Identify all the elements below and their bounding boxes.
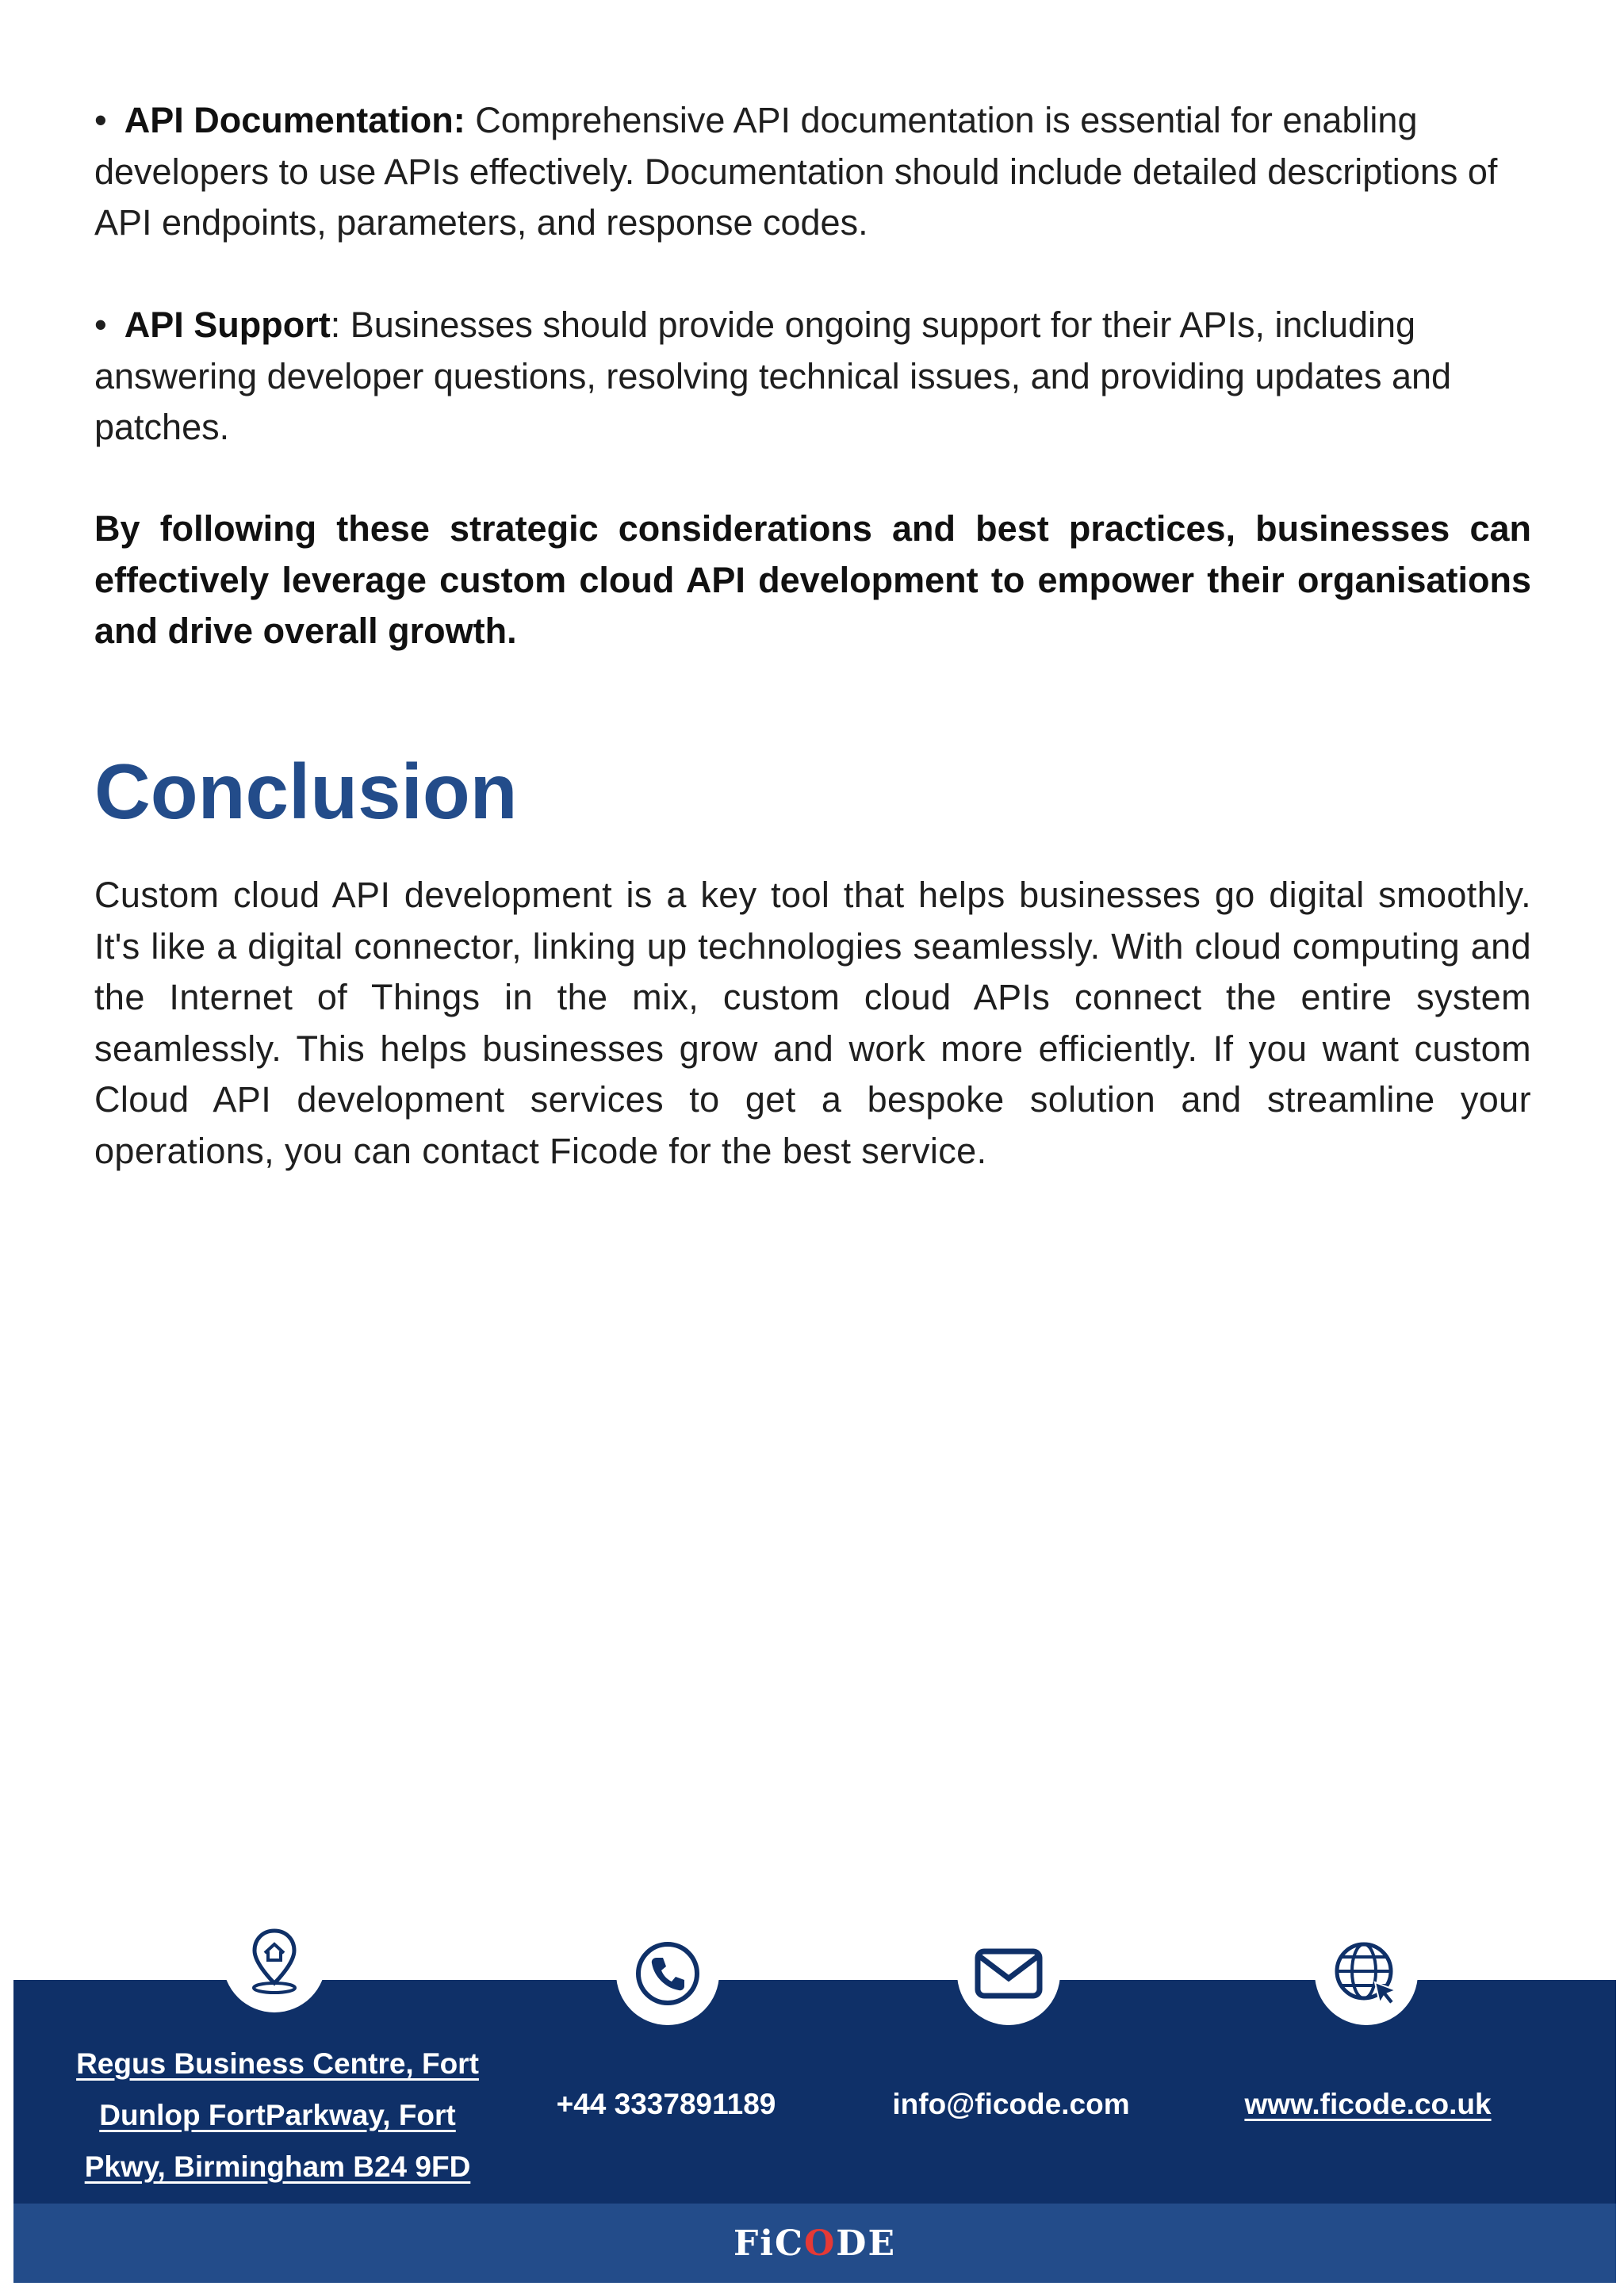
api-support-label: API Support xyxy=(124,304,331,345)
logo-part: C xyxy=(774,2223,804,2264)
api-support-text: : Businesses should provide ongoing support for their APIs, including answering developer questions, resolving technical issues, and providing updates and patches. xyxy=(94,304,1452,447)
footer-website-link[interactable]: www.ficode.co.uk xyxy=(1244,2088,1492,2120)
footer-address[interactable] xyxy=(75,2038,480,2192)
api-documentation-bullet xyxy=(94,95,1531,249)
mail-icon[interactable] xyxy=(957,1922,1060,2025)
address-line[interactable]: Regus Business Centre, Fort xyxy=(76,2047,479,2080)
phone-icon[interactable] xyxy=(616,1922,719,2025)
api-documentation-text: Comprehensive API documentation is essential for enabling developers to use APIs effectively. Documentation should include detailed descriptions of API endpoints, parameters, and response codes. xyxy=(94,100,1498,243)
address-line[interactable]: Pkwy, Birmingham B24 9FD xyxy=(84,2150,471,2183)
section-heading: Conclusion xyxy=(94,748,518,835)
logo-part: Fi xyxy=(733,2223,775,2264)
bullet-dot: • xyxy=(94,100,107,140)
ficode-logo xyxy=(733,2223,896,2264)
footer-email[interactable]: info@ficode.com xyxy=(892,2088,1130,2120)
location-pin-icon xyxy=(223,1909,326,2012)
footer-logo-bar xyxy=(13,2204,1616,2283)
footer-phone[interactable]: +44 3337891189 xyxy=(556,2088,776,2120)
address-line[interactable]: Dunlop FortParkway, Fort xyxy=(99,2099,456,2131)
closing-paragraph: By following these strategic considerations and best practices, businesses can effectively leverage custom cloud API development to empower their organisations and drive overall growth. xyxy=(94,508,1531,651)
logo-part: DE xyxy=(836,2223,896,2264)
api-documentation-label: API Documentation: xyxy=(124,100,465,140)
conclusion-paragraph: Custom cloud API development is a key tool that helps businesses go digital smoothly. It's like a digital connector, linking up technologies seamlessly. With cloud computing and the Internet of Things in the mix, custom cloud APIs connect the entire system seamlessly. This helps businesses grow and work more efficiently. If you want custom Cloud API development services to get a bespoke solution and streamline your operations, you can contact Ficode for the best service. xyxy=(94,875,1531,1171)
api-support-bullet xyxy=(94,300,1531,454)
logo-part: O xyxy=(803,2223,837,2264)
globe-icon[interactable] xyxy=(1315,1922,1418,2025)
bullet-dot: • xyxy=(94,304,107,345)
